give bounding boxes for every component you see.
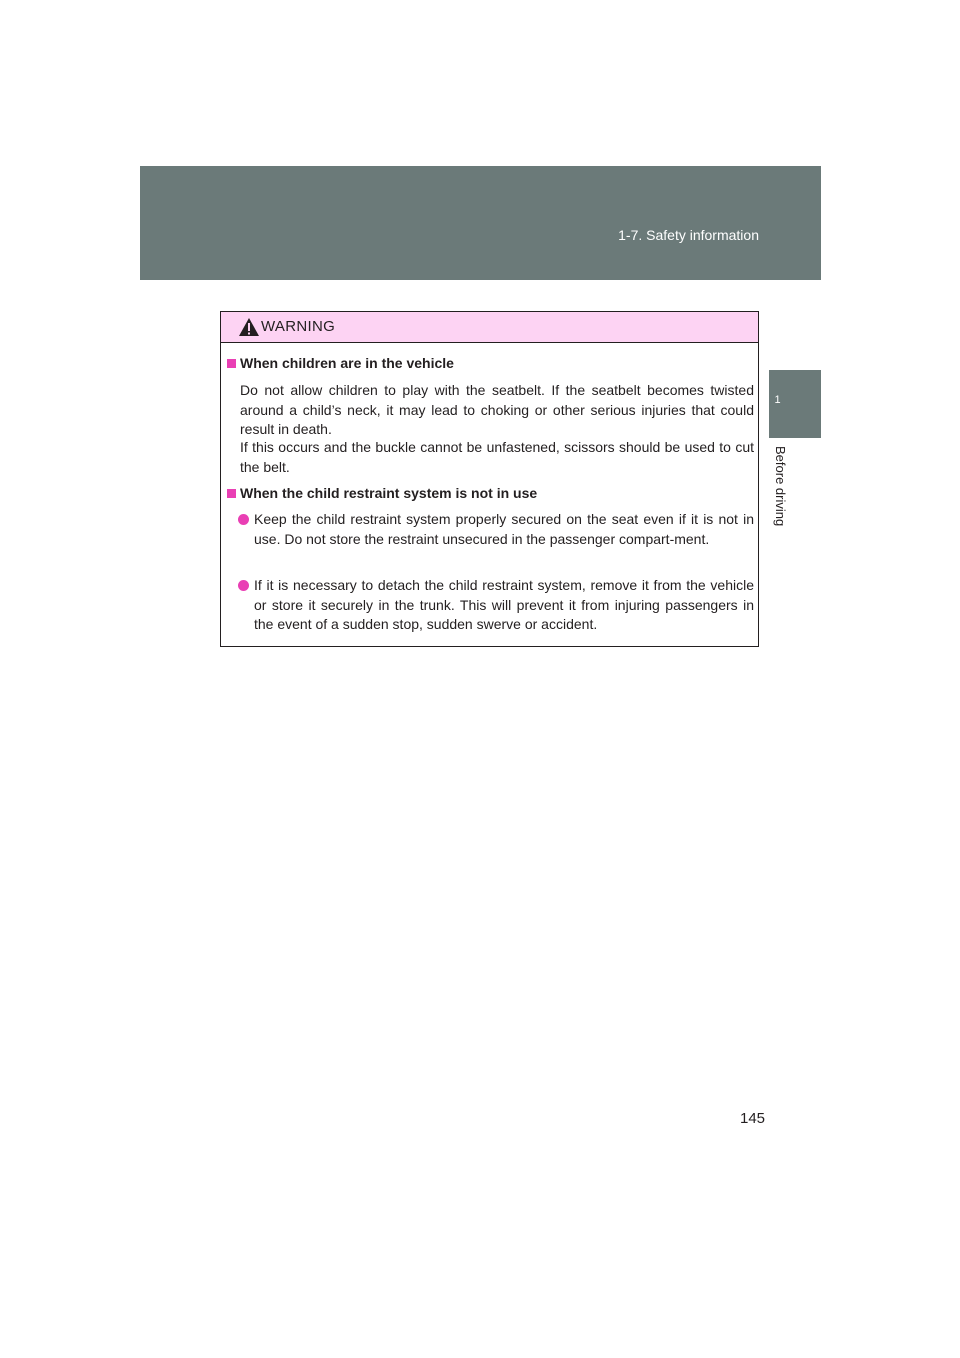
item-heading: When the child restraint system is not in use xyxy=(227,485,537,501)
bullet-item xyxy=(238,510,754,549)
square-bullet-icon xyxy=(227,489,236,498)
paragraph: Do not allow children to play with the seatbelt. If the seatbelt becomes twisted around a child’s neck, it may lead to choking or other serious injuries that could result in death. xyxy=(240,382,754,437)
chapter-label: Before driving xyxy=(773,446,788,527)
section-title: 1-7. Safety information xyxy=(618,227,759,243)
square-bullet-icon xyxy=(227,359,236,368)
header-band xyxy=(140,166,821,280)
circle-bullet-icon xyxy=(238,514,249,525)
page-number: 145 xyxy=(740,1110,766,1127)
circle-bullet-icon xyxy=(238,580,249,591)
bullet-text: Keep the child restraint system properly secured on the seat even if it is not in use. Do not store the restraint unsecured in the passenger compart-ment. xyxy=(254,511,754,547)
warning-triangle-icon xyxy=(238,317,260,337)
chapter-number: 1 xyxy=(774,394,781,406)
paragraph: If this occurs and the buckle cannot be unfastened, scissors should be used to cut the belt. xyxy=(240,439,754,475)
chapter-tab xyxy=(769,370,821,438)
warning-header xyxy=(221,312,758,343)
warning-title: WARNING xyxy=(261,318,336,335)
bullet-item xyxy=(238,576,754,635)
item-heading: When children are in the vehicle xyxy=(227,355,454,371)
warning-box xyxy=(220,311,759,647)
bullet-text: If it is necessary to detach the child restraint system, remove it from the vehicle or store it securely in the trunk. This will prevent it from injuring passengers in the event of a sudden stop, sudden swerve or accident. xyxy=(254,577,754,632)
